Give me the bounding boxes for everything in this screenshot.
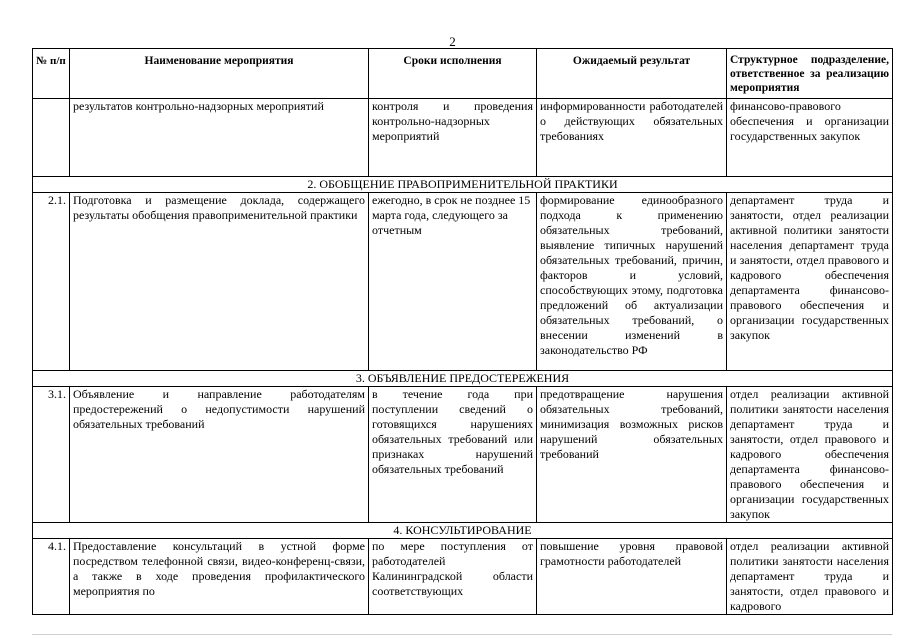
row-responsible: финансово-правового обеспечения и организации государственных закупок: [727, 99, 893, 177]
section-title: 4. КОНСУЛЬТИРОВАНИЕ: [33, 523, 893, 539]
header-result: Ожидаемый результат: [537, 49, 727, 99]
row-name: Подготовка и размещение доклада, содержащего результаты обобщения правоприменительной практики: [70, 193, 369, 371]
header-name: Наименование мероприятия: [70, 49, 369, 99]
row-term: ежегодно, в срок не позднее 15 марта года, следующего за отчетным: [369, 193, 537, 371]
table-row-3-1: [33, 387, 893, 523]
activity-plan-table: [32, 48, 893, 615]
row-num: 2.1.: [33, 193, 70, 371]
header-term: Сроки исполнения: [369, 49, 537, 99]
table-row-4-1: [33, 539, 893, 615]
row-result: формирование единообразного подхода к применению обязательных требований, выявление типичных нарушений обязательных требований, причин, факторов и условий, способствующих этому, подготовка предложений об актуализации обязательных требований, о внесении изменений в законодательство РФ: [537, 193, 727, 371]
header-row: [33, 49, 893, 99]
section-title: 2. ОБОБЩЕНИЕ ПРАВОПРИМЕНИТЕЛЬНОЙ ПРАКТИКИ: [33, 177, 893, 193]
row-name: Предоставление консультаций в устной форме посредством телефонной связи, видео-конференц-связи, а также в ходе проведения профилактического мероприятия по: [70, 539, 369, 615]
row-name: результатов контрольно-надзорных мероприятий: [70, 99, 369, 177]
row-result: предотвращение нарушения обязательных требований, минимизация возможных рисков нарушений обязательных требований: [537, 387, 727, 523]
row-result: повышение уровня правовой грамотности работодателей: [537, 539, 727, 615]
row-term: в течение года при поступлении сведений о готовящихся нарушениях обязательных требований или признаках нарушений обязательных требований: [369, 387, 537, 523]
header-num: № п/п: [33, 49, 70, 99]
header-responsible: Структурное подразделение, ответственное за реализацию мероприятия: [727, 49, 893, 99]
section-heading-3: [33, 371, 893, 387]
table-row-2-1: [33, 193, 893, 371]
row-responsible: департамент труда и занятости, отдел реализации активной политики занятости населения департамент труда и занятости, отдел правового и кадрового обеспечения департамента финансово-правового обеспечения и организации государственных закупок: [727, 193, 893, 371]
section-heading-2: [33, 177, 893, 193]
section-heading-4: [33, 523, 893, 539]
section-title: 3. ОБЪЯВЛЕНИЕ ПРЕДОСТЕРЕЖЕНИЯ: [33, 371, 893, 387]
row-num: [33, 99, 70, 177]
row-result: информированности работодателей о действующих обязательных требованиях: [537, 99, 727, 177]
table-row-continued: [33, 99, 893, 177]
row-term: по мере поступления от работодателей Калининградской области соответствующих: [369, 539, 537, 615]
row-responsible: отдел реализации активной политики занятости населения департамент труда и занятости, отдел правового и кадрового: [727, 539, 893, 615]
row-num: 4.1.: [33, 539, 70, 615]
page-number: 2: [449, 34, 456, 49]
row-num: 3.1.: [33, 387, 70, 523]
row-term: контроля и проведения контрольно-надзорных мероприятий: [369, 99, 537, 177]
row-responsible: отдел реализации активной политики занятости населения департамент труда и занятости, отдел правового и кадрового обеспечения департамента финансово-правового обеспечения и организации государственных закупок: [727, 387, 893, 523]
page-bottom-divider: [32, 634, 892, 635]
row-name: Объявление и направление работодателям предостережений о недопустимости нарушений обязательных требований: [70, 387, 369, 523]
